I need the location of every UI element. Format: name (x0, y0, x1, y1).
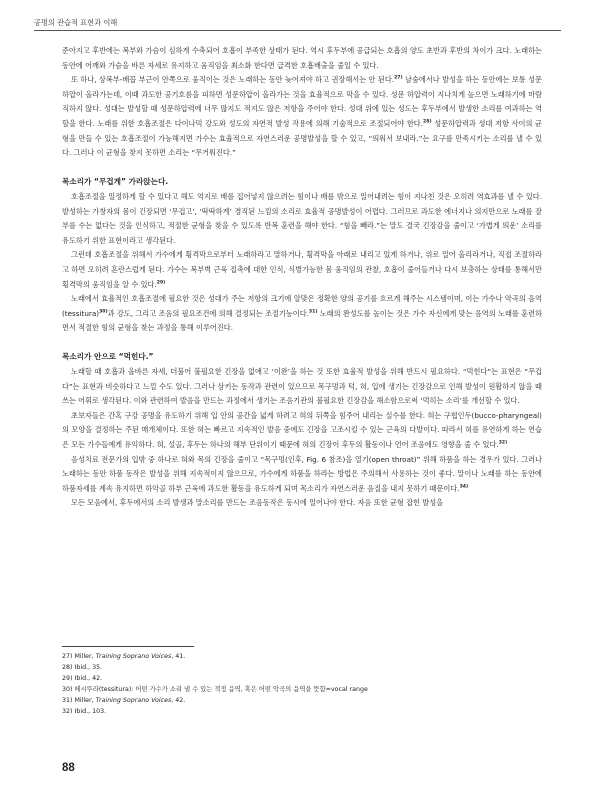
header-rule (34, 30, 561, 31)
paragraph-text: 또 하나, 상복부-배꼽 부근이 안쪽으로 움직이는 것은 노래하는 동안 늦어져야 하고 권장해서는 안 된다. (71, 75, 395, 85)
footnote-item (62, 674, 542, 685)
paragraph (62, 365, 542, 409)
paragraph-text: 노래할 때 호흡과 올바른 자세, 더불어 불필요한 긴장을 없애고 ‘이완’을 하는 것 또한 효율적 발성을 위해 반드시 필요하다. “먹힌다”는 표현은 “무겁다”는 표현과 비슷하다고 느낄 수도 있다. 그러나 삼키는 동작과 관련이 있으므로 목구멍과 턱, 혀, 입에 생기는 긴장감으로 인해 발성이 원활하지 않을 때 쓰는 어휘로 생각된다. 이와 관련하여 발음을 만드는 과정에서 생기는 조음기관의 불필요한 긴장감을 해소함으로써 ‘먹히는 소리’를 개선할 수 있다. (62, 367, 542, 406)
footnote-title: Training Soprano Voices (95, 653, 172, 660)
footnote-ref: 29) (156, 280, 166, 286)
paragraph (62, 453, 542, 497)
paragraph (62, 190, 542, 248)
footnote-number: 28) (62, 663, 73, 671)
footnote-number: 30) (62, 685, 73, 693)
footnote-item (62, 696, 542, 707)
footnotes (62, 652, 542, 717)
section-heading: 목소리가 안으로 “먹힌다.” (62, 352, 154, 362)
footnote-text: 떼시뚜라(tessitura): 어떤 가수가 소리 낼 수 있는 적정 음역, 혹은 어떤 악곡의 음역을 뜻함=vocal range (72, 685, 368, 693)
paragraph-text: 호흡조절을 일정하게 할 수 있다고 해도 억지로 배를 집어넣지 않으려는 힘이나 배를 밖으로 밀어내려는 힘이 지나친 것은 오히려 역효과를 낼 수 있다. 발성하는 가창자의 몸이 긴장되면 ‘무겁고’, ‘딱딱하게’ 경직된 느낌의 소리로 효율적 공명발성이 어렵다. 그러므로 과도한 에너지나 의지만으로 노래를 잘 부를 수는 없다는 것을 인식하고, 적절한 균형을 찾을 수 있도록 반복 훈련을 해야 한다. “힘을 빼라.”는 말도 결국 긴장감을 줄이고 ‘가볍게 띄운’ 소리를 유도하기 위한 표현이라고 생각된다. (62, 191, 542, 245)
footnote-number: 31) (62, 696, 73, 704)
footnote-number: 29) (62, 674, 73, 682)
running-head: 공명의 관습적 표현과 이해 (34, 18, 118, 27)
paragraph-text: 초보자들은 간혹 구강 공명을 유도하기 위해 입 안의 공간을 넓게 하려고 혀의 뒤쪽을 힘주어 내리는 실수를 한다. 혀는 구협인두(bucco-pharyngeal)의 모양을 결정하는 주된 매개체이다. 또한 혀는 빠르고 지속적인 발음 중에도 긴장을 고조시킬 수 있는 근육의 다발이다. 따라서 혀를 유연하게 하는 연습은 모든 가수들에게 유익하다. 혀, 설골, 후두는 하나의 해부 단위이기 때문에 혀의 긴장이 후두의 활동이나 언어 조음에도 영향을 줄 수 있다. (62, 410, 542, 450)
paragraph-text: 모든 모음에서, 후두에서의 소리 발생과 말소리를 만드는 조음동작은 동시에 일어나야 한다. 자음 또한 균형 잡힌 발성을 (71, 498, 444, 508)
footnote-text: , 41. (171, 653, 186, 660)
footnote-ref: 34) (459, 484, 469, 490)
paragraph (62, 73, 542, 161)
footnote-ref: 28) (423, 119, 432, 125)
paragraph (62, 44, 542, 73)
section-heading: 목소리가 “무겁게” 가라앉는다. (62, 177, 169, 187)
footnote-text: Miller, (72, 653, 96, 660)
footnote-number: 27) (62, 653, 73, 660)
body-text (62, 44, 542, 511)
paragraph (62, 292, 542, 336)
footnote-item (62, 707, 542, 718)
paragraph-text: 노래에서 효율적인 호흡조절에 필요한 것은 성대가 주는 저항의 크기에 알맞은 정확한 양의 공기를 흐르게 해주는 시스템이며, 이는 가수나 악곡의 음역(tessitura) (62, 294, 542, 318)
paragraph-text: 음성치료 전문가의 입밖 중 하나로 혀와 목의 긴장을 줄이고 “목구멍(인후, Fig. 6 참조)을 열기(open throat)” 위해 하품을 하는 경우가 있다. 그러나 노래하는 동안 하품 동작은 발성을 위해 지속적이지 않으므로, 가수에게 하품을 하라는 방법은 주의해서 사용하는 것이 좋다. 말이나 노래를 하는 동안에 하품자세를 계속 유지하면 하악골 하부 근육에 과도한 활동을 유도하게 되며 목소리가 자연스러운 음질을 내지 못하기 때문이다. (62, 454, 542, 493)
footnote-item (62, 663, 542, 674)
footnote-text: , 42. (171, 696, 186, 704)
section-gap (62, 336, 542, 351)
paragraph-text: 노래의 완성도를 높이는 것은 가수 자신에게 맞는 음역의 노래를 훈련하면서 적절한 힘의 균형을 찾는 과정을 통해 이루어진다. (62, 308, 542, 333)
paragraph (62, 409, 542, 453)
paragraph-text: 과 강도, 그리고 조음의 필요조건에 의해 결정되는 조절기능이다. (107, 308, 309, 318)
footnote-number: 32) (62, 707, 73, 715)
paragraph (62, 248, 542, 292)
paragraph (62, 496, 542, 511)
footnote-text: Miller, (72, 696, 96, 704)
paragraph-text: 날숨에서나 발성을 하는 동안에는 보통 성문하압이 올라가는데, 이때 과도한 공기호름을 피하면 성문하압이 올라가는 것을 효율적으로 막을 수 있다. 성문 하압력이 지나치게 높으면 노래하기에 마람직하지 않다. 성대는 발성할 때 성문하압력에 너무 많지도 적지도 않은 저항을 주어야 한다. 성대 위에 있는 성도는 후두부에서 발생한 소리를 여과하는 역할을 한다. 노래를 위한 호흡조절은 다이나믹 강도와 성도의 자연적 발성 작용에 의해 기술적으로 조절되어야 한다. (62, 75, 542, 128)
footnote-ref: 30) (99, 309, 108, 315)
section-gap (62, 161, 542, 176)
footnote-text: Ibid., 35. (72, 663, 103, 671)
footnote-text: Ibid., 103. (72, 707, 107, 715)
footnote-text: Ibid., 42. (72, 674, 103, 682)
footnote-ref: 32) (498, 440, 508, 446)
footnote-title: Training Soprano Voices (95, 696, 172, 704)
footnote-ref: 31) (308, 309, 318, 315)
page-number: 88 (62, 762, 75, 774)
paragraph-text: 준아지고 후반에는 복부와 가슴이 심하게 수축되어 호흡이 부족한 상태가 된다. 역시 후두부에 공급되는 호흡의 양도 초반과 후반의 차이가 크다. 노래하는 동안에 어깨와 가슴을 바른 자세로 유지하고 움직임을 최소화 한다면 급격한 호흡배출을 줄일 수 있다. (62, 46, 542, 70)
footnote-rule (62, 646, 194, 647)
paragraph-text: 그런데 호흡조절을 위해서 가수에게 횡격막으로부터 노래하라고 말하거나, 횡격막을 아래로 내리고 있게 하거나, 위로 밀어 올리라거나, 직접 조절하라고 하면 오히려 혼란스럽게 된다. 가수는 복부벽 근육 접촉에 대한 인식, 식별가능한 몸 움직임의 관찰, 호흡이 줄어들거나 다시 보충하는 상태를 통해서만 횡격막의 움직임을 알 수 있다. (62, 250, 542, 289)
paragraph-text: 성문하압력과 성대 저항 사이의 균형을 만들 수 있는 호흡조절이 가능해지면 가수는 효율적으로 자연스러운 공명발성을 할 수 있고, “띄워서 보내라.”는 요구를 만족시키는 소리를 낼 수 있다. 그러나 이 균형을 찾지 못하면 소리는 “무거워진다.” (62, 118, 542, 158)
footnote-item (62, 685, 542, 696)
footnote-ref: 27) (394, 75, 403, 81)
footnote-item (62, 652, 542, 663)
